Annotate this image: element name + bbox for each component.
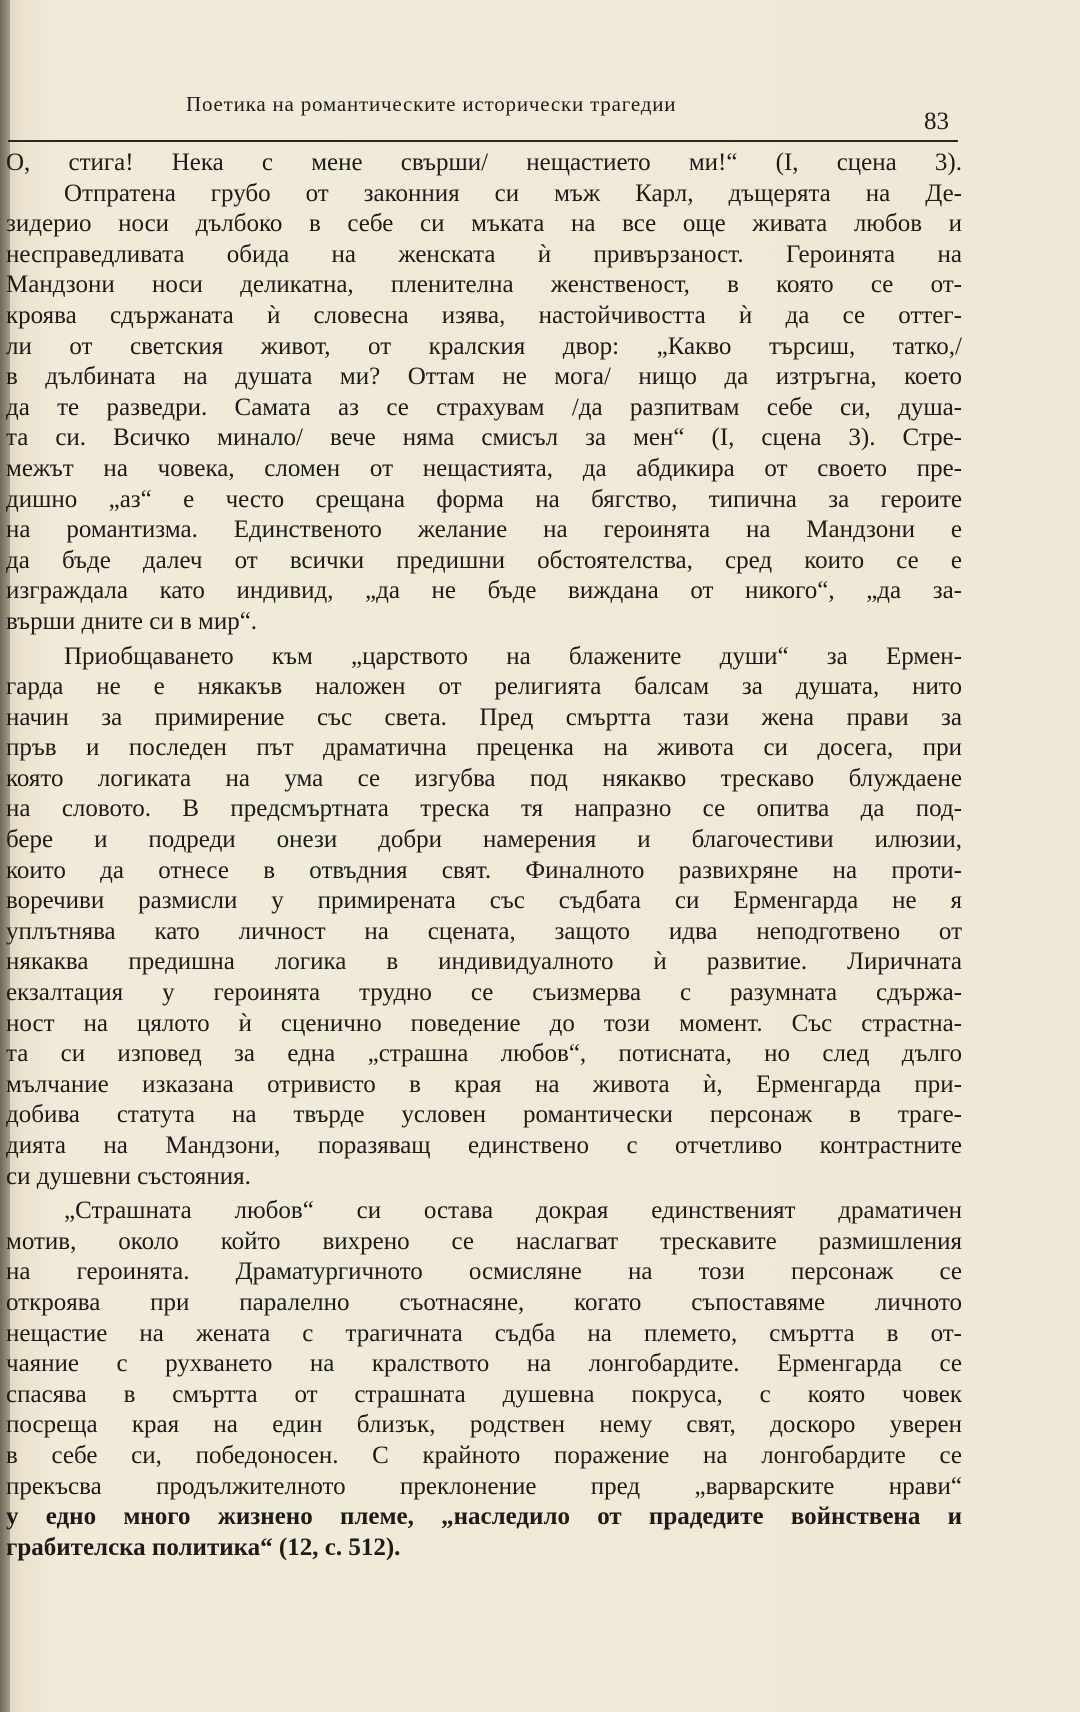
text-line: кроява сдържаната ѝ словесна изява, настойчивостта ѝ да се оттег- [6, 301, 962, 329]
text-line: та си изповед за една „страшна любов“, потисната, но след дълго [6, 1040, 962, 1068]
text-line: мотив, около който вихрено се наслагват трескавите размишления [6, 1227, 962, 1255]
text-line: начин за примирение със света. Пред смъртта тази жена прави за [6, 703, 962, 731]
body-text [6, 148, 962, 1563]
header-rule [8, 140, 958, 142]
text-line: О, стига! Нека с мене свърши/ нещастието ми!“ (І, сцена 3). [6, 149, 962, 176]
running-title: Поетика на романтическите исторически трагедии [186, 92, 677, 116]
text-line: грабителска политика“ (12, с. 512). [6, 1533, 401, 1561]
text-line: посреща края на един близък, родствен нему свят, доскоро уверен [6, 1411, 962, 1439]
text-line: в себе си, победоносен. С крайното поражение на лонгобардите се [6, 1441, 962, 1469]
text-line: да бъде далеч от всички предишни обстоятелства, сред които се е [6, 546, 962, 574]
text-line: уплътнява като личност на сцената, защото идва неподготвено от [6, 917, 962, 945]
text-line: добива статута на твърде условен романтически персонаж в траге- [6, 1101, 962, 1129]
text-line: у едно много жизнено племе, „наследило от прадедите войнствена и [6, 1503, 962, 1531]
text-line: открoява при паралелно съотнасяне, когато съпоставяме личното [6, 1288, 962, 1316]
text-line: нещастие на жената с трагичната съдба на племето, смъртта в от- [6, 1319, 962, 1347]
paragraph-2 [6, 642, 962, 1193]
text-line: върши дните си в мир“. [6, 607, 258, 635]
paragraph-3 [6, 1196, 962, 1563]
text-line: воречиви размисли у примирената със съдбата си Ерменгарда не я [6, 887, 962, 915]
page-number: 83 [924, 108, 949, 135]
text-line: си душевни състояния. [6, 1162, 251, 1190]
text-line: чаяние с рухването на кралството на лонгобардите. Ерменгарда се [6, 1350, 962, 1378]
text-line: на героинята. Драматургичното осмисляне на този персонаж се [6, 1258, 962, 1286]
text-line: дията на Мандзони, поразяващ единствено с отчетливо контрастните [6, 1132, 962, 1159]
text-line: „Страшната любов“ си остава докрая единственият драматичен [64, 1197, 962, 1225]
text-line: екзалтация у героинята трудно се съизмерва с разумната сдържа- [6, 979, 962, 1007]
page-header [0, 80, 980, 142]
text-line: прекъсва продължителното преклонение пред „варварските нрави“ [6, 1472, 962, 1500]
text-line: бере и подреди онези добри намерения и благочестиви илюзии, [6, 826, 962, 854]
text-line: ност на цялото ѝ сценично поведение до този момент. Със страстна- [6, 1009, 962, 1037]
text-line: някаква предишна логика в индивидуалното ѝ развитие. Лиричната [6, 948, 962, 976]
text-line: мълчание изказана отривисто в края на живота ѝ, Ерменгарда при- [6, 1070, 962, 1098]
text-line: межът на човека, сломен от нещастията, да абдикира от своето пре- [6, 454, 962, 482]
text-line: спасява в смъртта от страшната душевна покруса, с която човек [6, 1380, 962, 1408]
text-line: ли от светския живот, от кралския двор: „Какво търсиш, татко,/ [6, 332, 962, 360]
text-line: та си. Всичко минало/ вече няма смисъл за мен“ (І, сцена 3). Стре- [6, 424, 962, 452]
text-line: на словото. В предсмъртната треска тя напразно се опитва да под- [6, 795, 962, 823]
text-line: която логиката на ума се изгубва под някакво трескаво блуждаене [6, 764, 962, 792]
paragraph-1 [6, 148, 962, 638]
text-line: изграждала като индивид, „да не бъде виждана от никого“, „да за- [6, 577, 962, 605]
text-line: на романтизма. Единственото желание на героинята на Мандзони е [6, 516, 962, 544]
text-line: Приобщаването към „царството на блажените души“ за Ермен- [64, 642, 962, 670]
text-line: Отпратена грубо от законния си мъж Карл, дъщерята на Де- [64, 179, 962, 207]
text-line: да те разведри. Самата аз се страхувам /да разпитвам себе си, душа- [6, 393, 962, 421]
text-line: в дълбината на душата ми? Оттам не мога/ нищо да изтръгна, което [6, 363, 962, 391]
text-line: Мандзони носи деликатна, пленителна женственост, в която се от- [6, 271, 962, 299]
text-line: гарда не е някакъв наложен от религията балсам за душата, нито [6, 673, 962, 701]
text-line: дишно „аз“ е често срещана форма на бягство, типична за героите [6, 485, 962, 513]
text-line: несправедливата обида на женската ѝ привързаност. Героинята на [6, 240, 962, 268]
text-line: зидерио носи дълбоко в себе си мъката на все още живата любов и [6, 210, 962, 238]
text-line: пръв и последен път драматична преценка на живота си досега, при [6, 734, 962, 762]
text-line: които да отнесе в отвъдния свят. Финалното развихряне на проти- [6, 856, 962, 884]
